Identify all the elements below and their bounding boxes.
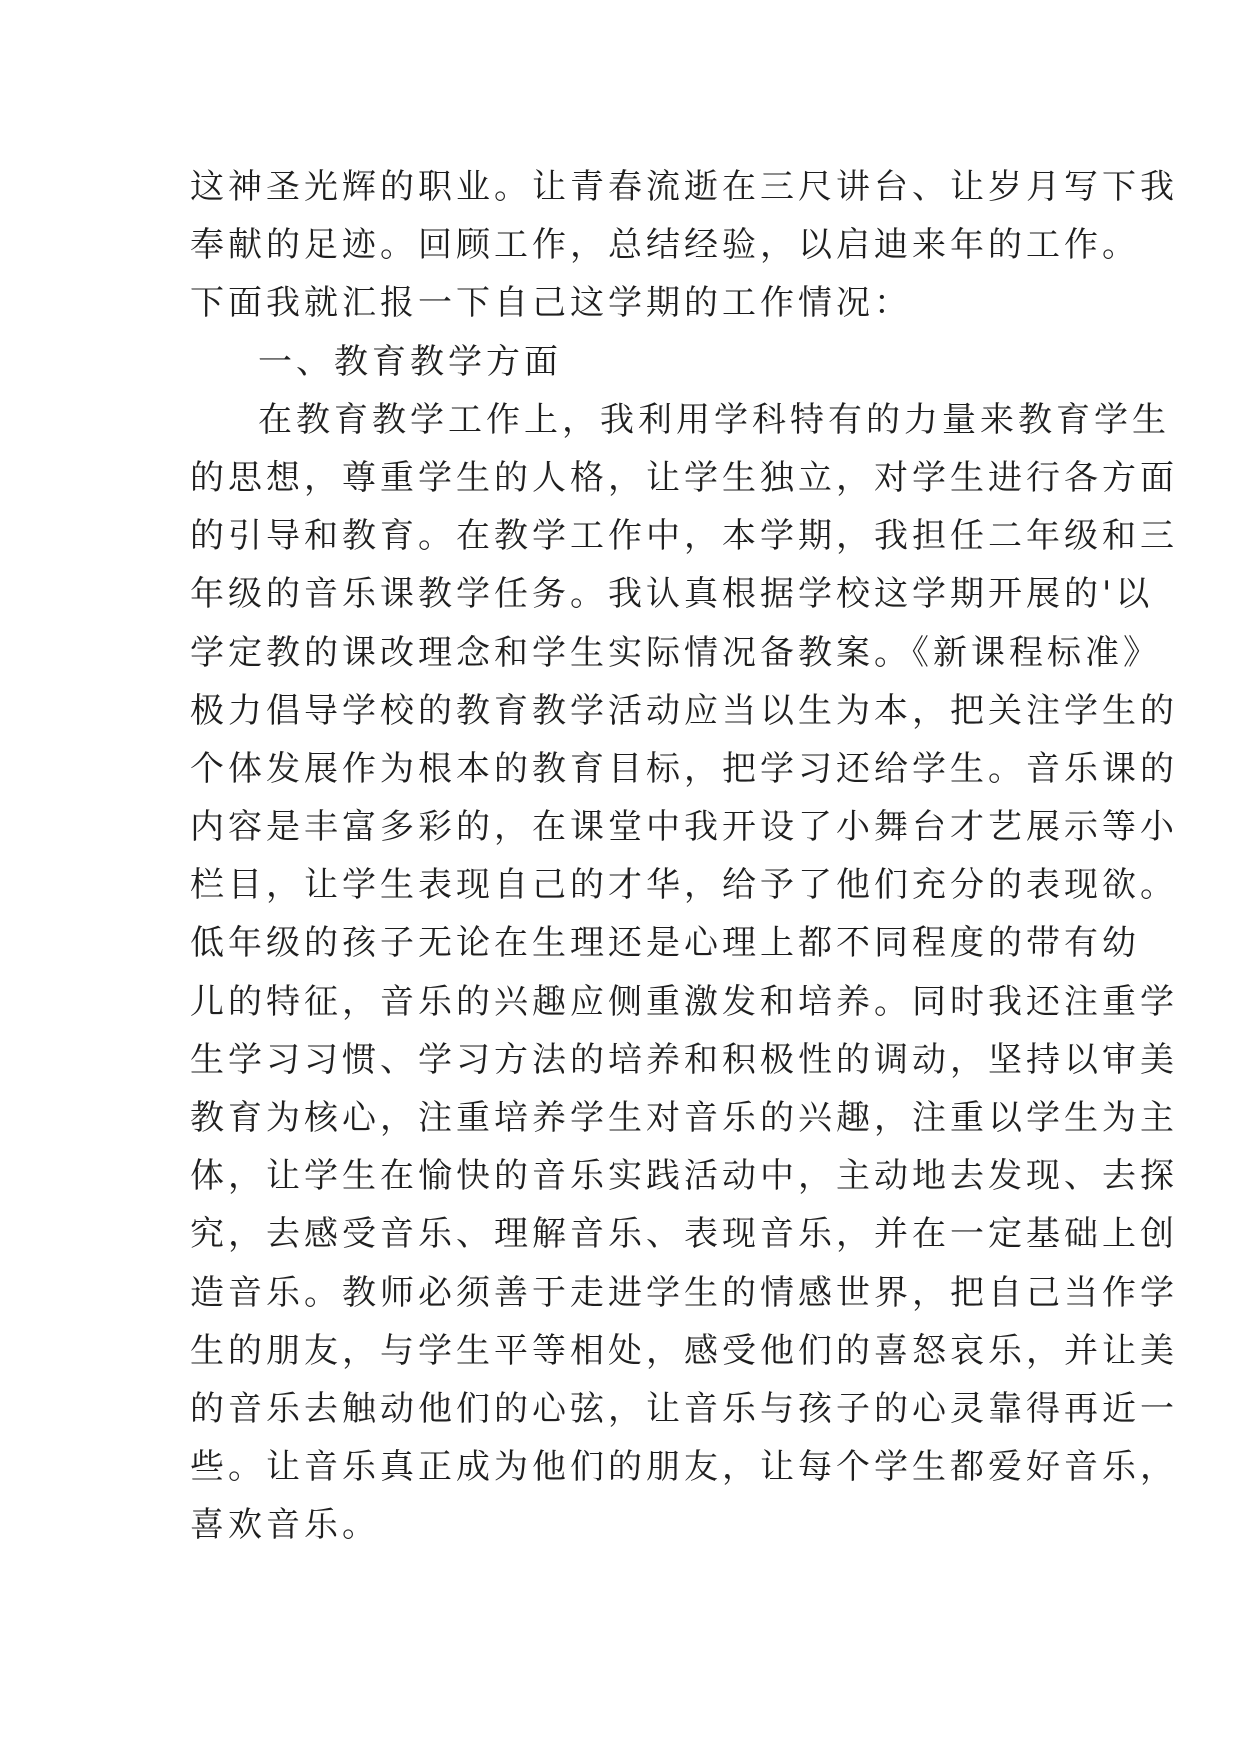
text-line: 低年级的孩子无论在生理还是心理上都不同程度的带有幼 [190,923,1140,964]
text-line: 体，让学生在愉快的音乐实践活动中，主动地去发现、去探 [190,1156,1178,1197]
text-line: 些。让音乐真正成为他们的朋友，让每个学生都爱好音乐， [190,1447,1178,1488]
text-line: 奉献的足迹。回顾工作，总结经验，以启迪来年的工作。 [190,225,1140,266]
text-line: 的思想，尊重学生的人格，让学生独立，对学生进行各方面 [190,457,1178,498]
text-line: 栏目，让学生表现自己的才华，给予了他们充分的表现欲。 [190,865,1178,906]
paragraph-start-line: 一、教育教学方面 [258,341,562,382]
text-line: 极力倡导学校的教育教学活动应当以生为本，把关注学生的 [190,690,1178,731]
text-line: 教育为核心，注重培养学生对音乐的兴趣，注重以学生为主 [190,1098,1178,1138]
text-line: 生的朋友，与学生平等相处，感受他们的喜怒哀乐，并让美 [190,1330,1178,1371]
text-line: 年级的音乐课教学任务。我认真根据学校这学期开展的'以 [190,574,1154,615]
text-line: 的音乐去触动他们的心弦，让音乐与孩子的心灵靠得再近一 [190,1388,1178,1429]
text-line: 究，去感受音乐、理解音乐、表现音乐，并在一定基础上创 [190,1214,1178,1255]
text-line: 个体发展作为根本的教育目标，把学习还给学生。音乐课的 [190,748,1178,789]
text-line: 儿的特征，音乐的兴趣应侧重激发和培养。同时我还注重学 [190,981,1178,1022]
text-line: 内容是丰富多彩的，在课堂中我开设了小舞台才艺展示等小 [190,807,1178,848]
text-line: 的引导和教育。在教学工作中，本学期，我担任二年级和三 [190,516,1178,557]
text-line: 学定教的课改理念和学生实际情况备教案。《新课程标准》 [190,632,1161,673]
text-line: 下面我就汇报一下自己这学期的工作情况： [190,283,912,324]
text-line: 造音乐。教师必须善于走进学生的情感世界，把自己当作学 [190,1272,1178,1313]
text-line: 喜欢音乐。 [190,1505,380,1546]
text-line: 生学习习惯、学习方法的培养和积极性的调动，坚持以审美 [190,1039,1178,1080]
text-line: 这神圣光辉的职业。让青春流逝在三尺讲台、让岁月写下我 [190,167,1178,207]
paragraph-start-line: 在教育教学工作上，我利用学科特有的力量来教育学生 [258,399,1170,440]
document-body [190,158,1178,1555]
